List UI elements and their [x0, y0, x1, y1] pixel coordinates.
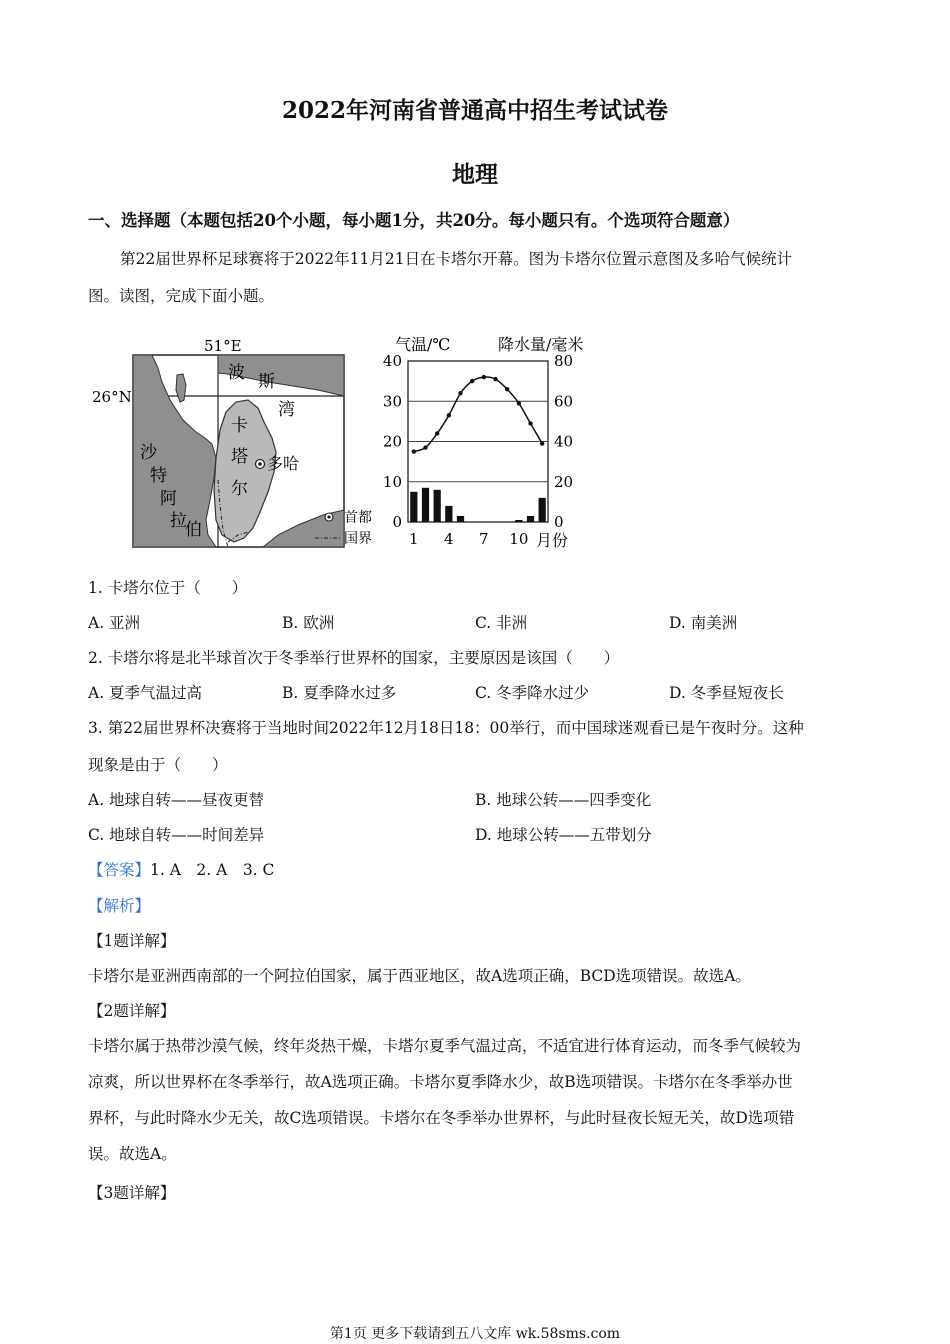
q3-option-b[interactable]: B. 地球公转——四季变化 [475, 791, 652, 809]
temperature-point [447, 413, 451, 417]
q1-detail-label: 【1题详解】 [88, 932, 176, 950]
intro-line-2: 图。读图，完成下面小题。 [88, 287, 275, 305]
chart-ytick-label: 30 [382, 392, 402, 411]
answer-text: 1. A 2. A 3. C [150, 861, 275, 879]
q3-option-d[interactable]: D. 地球公转——五带划分 [475, 826, 652, 844]
temperature-point [435, 431, 439, 435]
chart-y2tick-label: 20 [554, 472, 574, 491]
q3-detail-label: 【3题详解】 [88, 1184, 176, 1202]
doha-label: 多哈 [267, 454, 300, 473]
q2-option-d[interactable]: D. 冬季昼短夜长 [669, 684, 784, 702]
q3-option-c[interactable]: C. 地球自转——时间差异 [88, 826, 265, 844]
qatar-location-map [88, 330, 388, 555]
q2-detail-line-3: 界杯，与此时降水少无关，故C选项错误。卡塔尔在冬季举办世界杯，与此时昼夜长短无关，故D选项错 [88, 1109, 795, 1127]
q2-detail-label: 【2题详解】 [88, 1002, 176, 1020]
q2-detail-line-2: 凉爽，所以世界杯在冬季举行，故A选项正确。卡塔尔夏季降水少，故B选项错误。卡塔尔在冬季举办世 [88, 1073, 793, 1091]
question-1-stem: 1. 卡塔尔位于（ ） [88, 579, 248, 597]
subject-title: 地理 [452, 161, 498, 188]
precipitation-bar [434, 490, 441, 522]
temperature-line [414, 377, 542, 452]
chart-y2tick-label: 60 [554, 392, 574, 411]
qatar-char-3: 尔 [231, 479, 248, 499]
precipitation-bar [457, 516, 464, 522]
temperature-point [517, 401, 521, 405]
latitude-label: 26°N [92, 388, 132, 406]
answer-label: 【答案】 [88, 861, 151, 879]
question-3-stem-cont: 现象是由于（ ） [88, 756, 228, 774]
chart-xtick-label: 10 [509, 530, 529, 548]
chart-y2label: 降水量/毫米 [498, 335, 584, 354]
gulf-char-1: 波 [228, 363, 245, 383]
precipitation-bar [539, 498, 546, 522]
section-heading: 一、选择题（本题包括20个小题，每小题1分，共20分。每小题只有。个选项符合题意） [88, 211, 740, 230]
temperature-point [412, 449, 416, 453]
q2-detail-line-4: 误。故选A。 [88, 1145, 177, 1163]
legend-border-label: 国界 [344, 531, 372, 547]
page-footer: 第1页 更多下载请到五八文库 wk.58sms.com [329, 1326, 621, 1342]
q1-option-d[interactable]: D. 南美洲 [669, 614, 738, 632]
q1-detail-text: 卡塔尔是亚洲西南部的一个阿拉伯国家，属于西亚地区，故A选项正确，BCD选项错误。故选A。 [88, 967, 751, 985]
saudi-char-2: 特 [150, 466, 167, 486]
legend-capital-label: 首都 [344, 510, 372, 526]
gulf-char-3: 湾 [278, 400, 295, 420]
saudi-char-1: 沙 [140, 443, 157, 463]
q1-option-c[interactable]: C. 非洲 [475, 614, 528, 632]
chart-ytick-label: 10 [382, 472, 402, 491]
doha-climate-chart [380, 330, 610, 555]
q3-option-a[interactable]: A. 地球自转——昼夜更替 [88, 791, 265, 809]
saudi-char-3: 阿 [160, 489, 177, 509]
q2-option-a[interactable]: A. 夏季气温过高 [88, 684, 203, 702]
precipitation-bar [515, 520, 522, 522]
chart-y2tick-label: 0 [554, 513, 564, 531]
precipitation-bar [410, 492, 417, 522]
answer-line [88, 858, 274, 880]
chart-ytick-label: 40 [382, 352, 402, 370]
temperature-point [540, 441, 544, 445]
precipitation-bar [445, 506, 452, 522]
chart-xlabel: 月份 [536, 531, 569, 550]
chart-ylabel: 气温/℃ [395, 335, 451, 354]
temperature-point [482, 375, 486, 379]
chart-xtick-label: 1 [409, 530, 419, 548]
q2-option-c[interactable]: C. 冬季降水过少 [475, 684, 590, 702]
chart-ytick-label: 20 [382, 432, 402, 451]
temperature-point [423, 445, 427, 449]
temperature-point [458, 391, 462, 395]
temperature-point [470, 379, 474, 383]
qatar-char-1: 卡 [231, 416, 248, 436]
q1-option-b[interactable]: B. 欧洲 [282, 614, 335, 632]
gulf-char-2: 斯 [258, 372, 275, 392]
q2-detail-line-1: 卡塔尔属于热带沙漠气候，终年炎热干燥，卡塔尔夏季气温过高，不适宜进行体育运动，而冬季气候较为 [88, 1037, 802, 1055]
precipitation-bar [422, 488, 429, 522]
chart-y2tick-label: 40 [554, 432, 574, 451]
longitude-label: 51°E [204, 337, 242, 355]
saudi-char-5: 伯 [185, 520, 202, 540]
chart-xtick-label: 7 [479, 530, 489, 548]
question-3-stem: 3. 第22届世界杯决赛将于当地时间2022年12月18日18：00举行，而中国球迷观看已是午夜时分。这种 [88, 719, 804, 737]
page-title: 2022年河南省普通高中招生考试试卷 [281, 97, 668, 124]
q1-option-a[interactable]: A. 亚洲 [88, 614, 141, 632]
q2-option-b[interactable]: B. 夏季降水过多 [282, 684, 397, 702]
intro-line-1: 第22届世界杯足球赛将于2022年11月21日在卡塔尔开幕。图为卡塔尔位置示意图及多哈气候统计 [120, 250, 793, 268]
chart-xtick-label: 4 [444, 530, 454, 548]
analysis-label: 【解析】 [88, 897, 151, 915]
chart-y2tick-label: 80 [554, 352, 574, 370]
temperature-point [505, 387, 509, 391]
chart-ytick-label: 0 [392, 513, 402, 531]
precipitation-bar [527, 516, 534, 522]
temperature-point [528, 421, 532, 425]
question-2-stem: 2. 卡塔尔将是北半球首次于冬季举行世界杯的国家，主要原因是该国（ ） [88, 649, 620, 667]
saudi-char-4: 拉 [170, 511, 187, 531]
temperature-point [493, 377, 497, 381]
qatar-char-2: 塔 [231, 447, 248, 467]
